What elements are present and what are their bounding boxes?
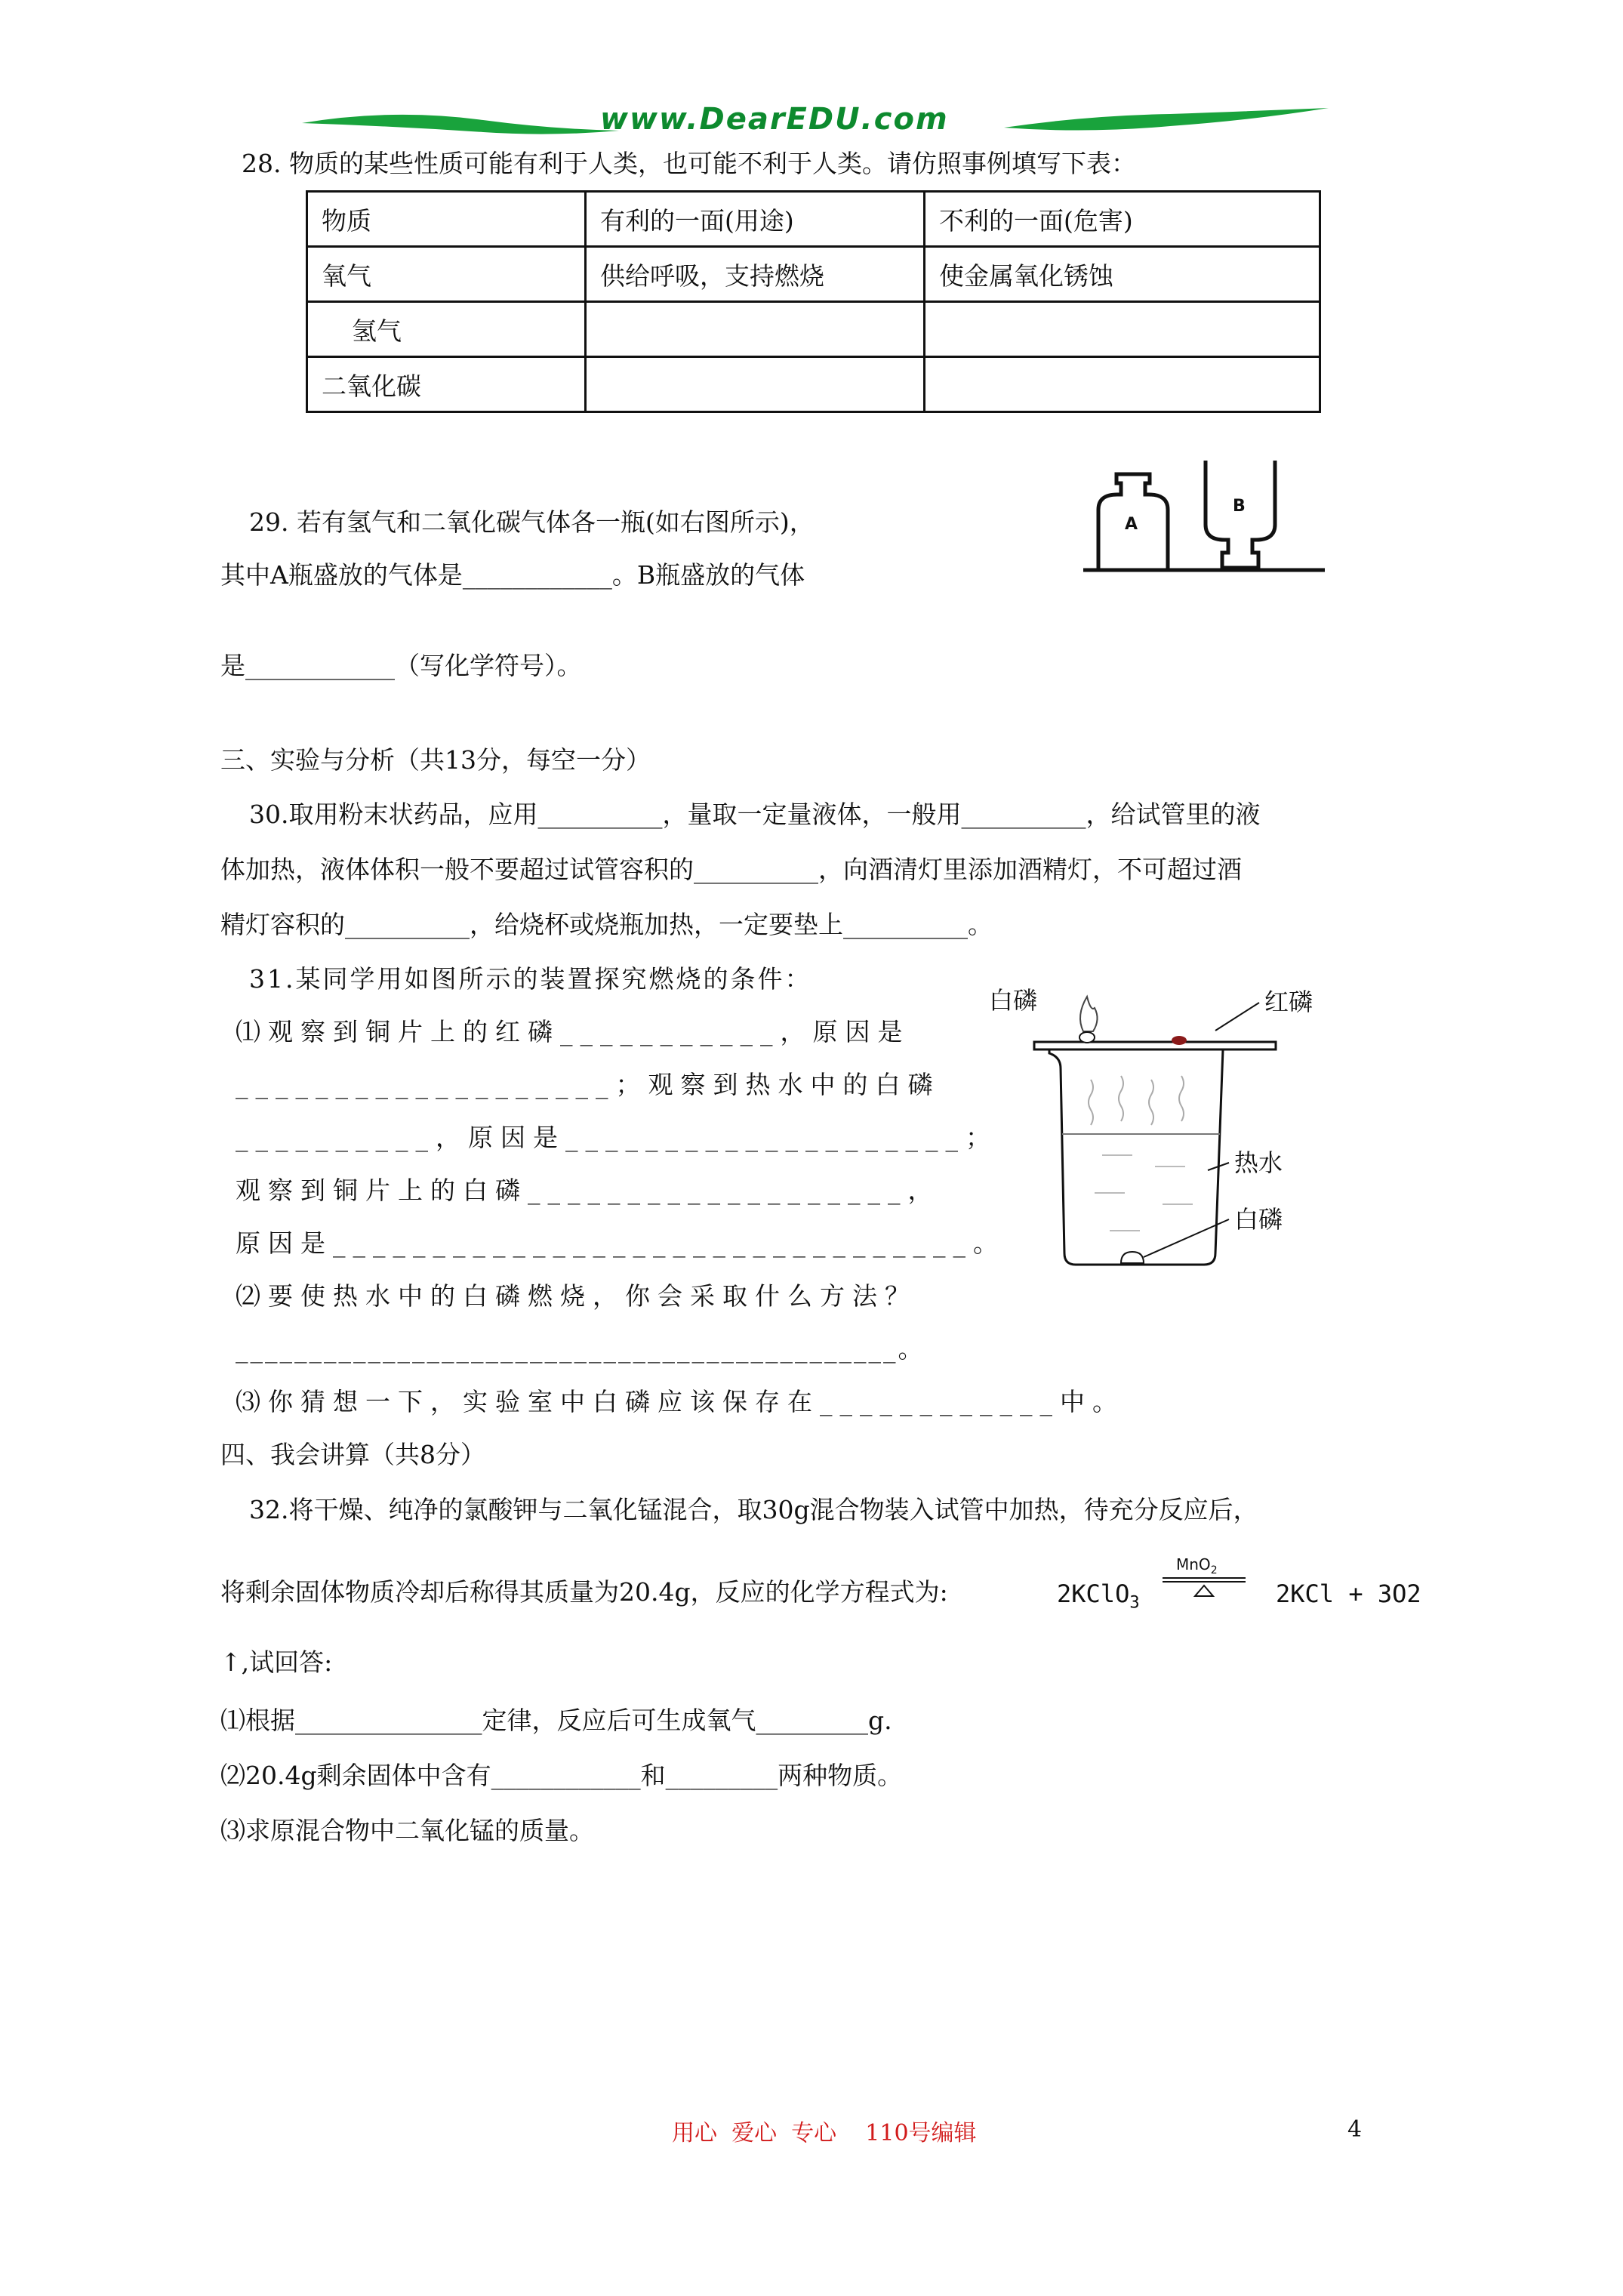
reaction-arrow-heat-icon xyxy=(1163,1575,1246,1598)
q31-line3: ___________________；观察到热水中的白磷 xyxy=(236,1070,941,1099)
bottle-a-label: A xyxy=(1125,515,1138,534)
table-cell: 氢气 xyxy=(307,302,586,357)
table-header-cell: 有利的一面(用途) xyxy=(586,192,925,247)
banner-swoosh-right xyxy=(1004,105,1329,139)
table-row xyxy=(307,302,1320,357)
label-white-phosphorus-bottom: 白磷 xyxy=(1234,1205,1283,1234)
q30-line2: 体加热，液体体积一般不要超过试管容积的__________，向酒清灯里添加酒精灯，不可超过酒 xyxy=(220,855,1242,884)
q29-line2: 其中A瓶盛放的气体是____________。B瓶盛放的气体 xyxy=(220,560,805,590)
table-cell: 使金属氧化锈蚀 xyxy=(925,247,1320,302)
q31-line7: ⑵要使热水中的白磷燃烧，你会采取什么方法？ xyxy=(236,1281,917,1311)
label-red-phosphorus: 红磷 xyxy=(1264,988,1313,1016)
table-cell xyxy=(586,357,925,412)
equation-right: 2KCl + 3O2 xyxy=(1276,1579,1421,1608)
header-banner xyxy=(302,102,1329,147)
table-row xyxy=(307,357,1320,412)
beaker-figure xyxy=(981,974,1329,1276)
table-cell xyxy=(925,302,1320,357)
table-header-row xyxy=(307,192,1320,247)
q32-line3: ↑,试回答: xyxy=(220,1647,333,1677)
table-cell: 二氧化碳 xyxy=(307,357,586,412)
label-hot-water: 热水 xyxy=(1234,1148,1283,1177)
footer-text: 用心 爱心 专心 110号编辑 xyxy=(672,2120,977,2147)
bottle-b-label: B xyxy=(1233,497,1246,516)
table-cell: 供给呼吸，支持燃烧 xyxy=(586,247,925,302)
bottle-figure xyxy=(1083,453,1325,574)
q31-line5: 观察到铜片上的白磷___________________， xyxy=(236,1176,941,1205)
q32-line2: 将剩余固体物质冷却后称得其质量为20.4g，反应的化学方程式为: xyxy=(220,1577,948,1607)
q31-line8: _____________________________________________。 xyxy=(236,1334,925,1364)
q32-sub1: ⑴根据_______________定律，反应后可生成氧气_________g. xyxy=(220,1706,892,1735)
equation-left-subscript: 3 xyxy=(1129,1593,1140,1613)
q32-sub2: ⑵20.4g剩余固体中含有____________和_________两种物质。 xyxy=(220,1761,903,1790)
q29-line3: 是____________（写化学符号）。 xyxy=(220,651,582,680)
q30-line1: 30.取用粉末状药品，应用__________，量取一定量液体，一般用__________，给试管里的液 xyxy=(249,800,1261,829)
catalyst-subscript: 2 xyxy=(1210,1564,1218,1576)
equation-catalyst xyxy=(1176,1555,1218,1576)
bottles-illustration xyxy=(1083,453,1325,574)
banner-swoosh-left xyxy=(302,108,619,142)
table-cell xyxy=(925,357,1320,412)
q31-line2: ⑴观察到铜片上的红磷___________，原因是 xyxy=(236,1017,910,1046)
q32-line1: 32.将干燥、纯净的氯酸钾与二氧化锰混合，取30g混合物装入试管中加热，待充分反应后， xyxy=(249,1495,1258,1524)
q28-table xyxy=(306,190,1321,413)
table-row xyxy=(307,247,1320,302)
label-white-phosphorus-top: 白磷 xyxy=(989,986,1038,1015)
catalyst-formula: MnO xyxy=(1176,1555,1211,1573)
q31-line1: 31.某同学用如图所示的装置探究燃烧的条件： xyxy=(249,964,812,994)
page-number: 4 xyxy=(1347,2116,1363,2143)
section4-title: 四、我会讲算（共8分） xyxy=(220,1440,485,1469)
table-header-cell: 物质 xyxy=(307,192,586,247)
q29-line1: 29. 若有氢气和二氧化碳气体各一瓶(如右图所示)， xyxy=(249,507,815,537)
q28-stem: 28. 物质的某些性质可能有利于人类，也可能不利于人类。请仿照事例填写下表： xyxy=(242,149,1136,178)
q31-line4: __________，原因是____________________； xyxy=(236,1123,998,1152)
equation-left xyxy=(1057,1579,1140,1612)
table-cell: 氧气 xyxy=(307,247,586,302)
equation-left-formula: 2KClO xyxy=(1057,1579,1130,1608)
header-url: www.DearEDU.com xyxy=(600,102,949,137)
q32-sub3: ⑶求原混合物中二氧化锰的质量。 xyxy=(220,1816,594,1845)
section3-title: 三、实验与分析（共13分，每空一分） xyxy=(220,745,651,775)
table-cell xyxy=(586,302,925,357)
table-header-cell: 不利的一面(危害) xyxy=(925,192,1320,247)
q31-line6: 原因是________________________________。 xyxy=(236,1228,1006,1258)
chemical-equation xyxy=(1057,1555,1449,1623)
q31-line9: ⑶你猜想一下，实验室中白磷应该保存在____________中。 xyxy=(236,1387,1125,1416)
q30-line3: 精灯容积的__________，给烧杯或烧瓶加热，一定要垫上__________。 xyxy=(220,910,993,939)
